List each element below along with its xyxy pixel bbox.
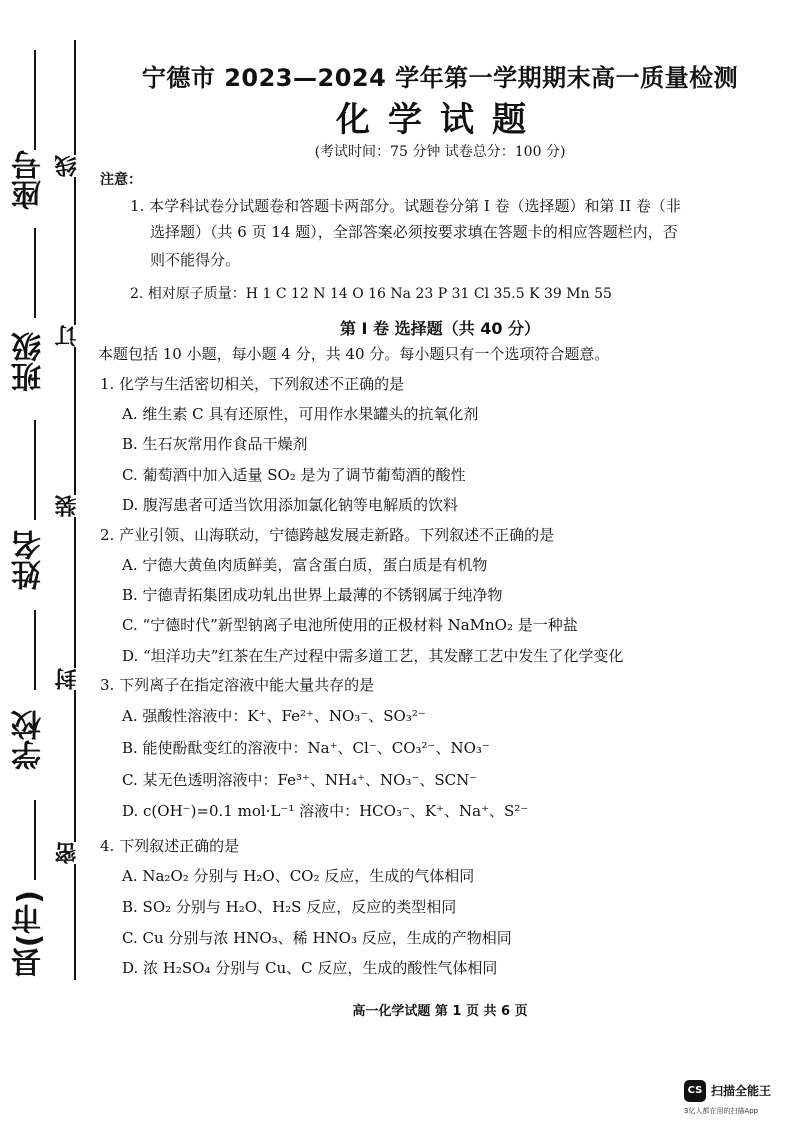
question-option: B. 宁德青拓集团成功轧出世界上最薄的不锈钢属于纯净物	[122, 586, 503, 604]
question-option: C. Cu 分别与浓 HNO₃、稀 HNO₃ 反应，生成的产物相同	[122, 929, 512, 947]
question-option: B. 能使酚酞变红的溶液中：Na⁺、Cl⁻、CO₃²⁻、NO₃⁻	[122, 739, 490, 757]
fill-line	[34, 50, 36, 150]
scanner-watermark	[684, 1080, 788, 1120]
margin-label-class: 班级	[12, 332, 47, 392]
notice-item-1: 1. 本学科试卷分试题卷和答题卡两部分。试题卷分第 I 卷（选择题）和第 II 卷（非	[130, 197, 681, 215]
seal-mark: 订	[52, 325, 86, 347]
notice-item-1-cont: 则不能得分。	[150, 251, 241, 269]
binding-margin	[8, 150, 48, 990]
margin-label-school: 学校	[12, 710, 47, 770]
margin-label-county: 县(市)	[12, 890, 47, 978]
exam-meta: (考试时间：75 分钟 试卷总分：100 分)	[314, 144, 566, 160]
subject-title: 化学试题	[336, 100, 544, 140]
question-option: A. 维生素 C 具有还原性，可用作水果罐头的抗氧化剂	[122, 405, 479, 423]
question-option: D. c(OH⁻)=0.1 mol·L⁻¹ 溶液中：HCO₃⁻、K⁺、Na⁺、S²⁻	[122, 802, 529, 820]
page-footer: 高一化学试题 第 1 页 共 6 页	[352, 1004, 528, 1019]
question-option: A. 宁德大黄鱼肉质鲜美，富含蛋白质，蛋白质是有机物	[122, 556, 488, 574]
watermark-subtitle: 3亿人都在用的扫描App	[684, 1107, 759, 1115]
fill-line	[34, 800, 36, 880]
section-title: 第 I 卷 选择题（共 40 分）	[339, 319, 541, 338]
fill-line	[34, 228, 36, 318]
exam-title: 宁德市 2023—2024 学年第一学期期末高一质量检测	[141, 64, 739, 92]
seal-mark: 装	[52, 495, 86, 517]
fill-line	[34, 420, 36, 520]
notice-item-1-cont: 选择题）（共 6 页 14 题），全部答案必须按要求填在答题卡的相应答题栏内，否	[150, 223, 678, 241]
question-option: B. SO₂ 分别与 H₂O、H₂S 反应，反应的类型相同	[122, 898, 457, 916]
question-option: D. 腹泻患者可适当饮用添加氯化钠等电解质的饮料	[122, 496, 459, 514]
question-option: A. 强酸性溶液中：K⁺、Fe²⁺、NO₃⁻、SO₃²⁻	[122, 707, 426, 725]
camscanner-logo-icon: CS	[684, 1080, 706, 1102]
question-stem: 2. 产业引领、山海联动，宁德跨越发展走新路。下列叙述不正确的是	[100, 526, 555, 544]
margin-label-name: 姓名	[12, 530, 47, 590]
seal-mark: 密	[52, 842, 86, 864]
question-stem: 4. 下列叙述正确的是	[100, 837, 240, 855]
question-option: C. “宁德时代”新型钠离子电池所使用的正极材料 NaMnO₂ 是一种盐	[122, 616, 578, 634]
section-intro: 本题包括 10 小题，每小题 4 分，共 40 分。每小题只有一个选项符合题意。	[98, 345, 610, 363]
question-option: B. 生石灰常用作食品干燥剂	[122, 435, 308, 453]
notice-label: 注意：	[100, 172, 142, 188]
fill-line	[34, 610, 36, 690]
question-option: A. Na₂O₂ 分别与 H₂O、CO₂ 反应，生成的气体相同	[122, 867, 475, 885]
question-stem: 3. 下列离子在指定溶液中能大量共存的是	[100, 676, 375, 694]
watermark-name: 扫描全能王	[711, 1084, 772, 1098]
seal-mark: 封	[52, 668, 86, 690]
notice-item-2: 2. 相对原子质量：H 1 C 12 N 14 O 16 Na 23 P 31 Cl 35.5 K 39 Mn 55	[130, 286, 612, 302]
margin-label-seat: 座号	[12, 150, 47, 210]
question-option: C. 葡萄酒中加入适量 SO₂ 是为了调节葡萄酒的酸性	[122, 466, 466, 484]
seal-mark: 线	[52, 155, 86, 177]
question-option: D. “坦洋功夫”红茶在生产过程中需多道工艺，其发酵工艺中发生了化学变化	[122, 647, 624, 665]
question-option: D. 浓 H₂SO₄ 分别与 Cu、C 反应，生成的酸性气体相同	[122, 959, 498, 977]
question-option: C. 某无色透明溶液中：Fe³⁺、NH₄⁺、NO₃⁻、SCN⁻	[122, 771, 478, 789]
question-stem: 1. 化学与生活密切相关，下列叙述不正确的是	[100, 375, 405, 393]
